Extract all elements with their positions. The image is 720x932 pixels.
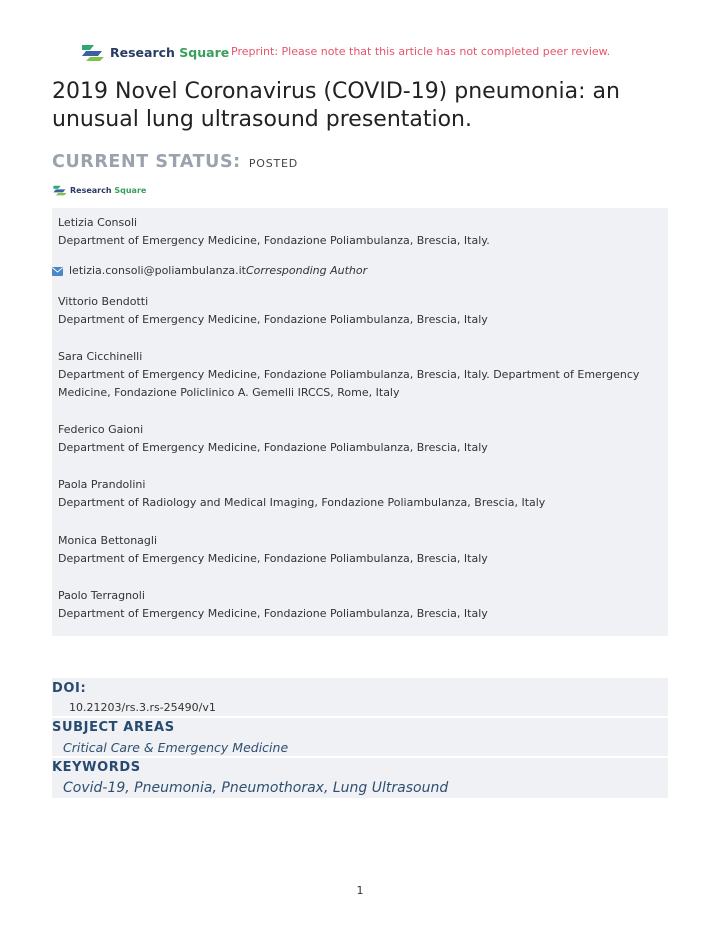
author-name: Paola Prandolini [58,478,146,491]
research-square-small-logo [52,184,146,196]
author-entry [58,476,648,512]
small-logo-wordmark: Research Square [70,185,147,195]
research-square-logo-icon [80,42,106,62]
author-email-row [52,262,367,280]
author-name: Sara Cicchinelli [58,350,143,363]
doi-label: DOI: [52,681,87,696]
page-number: 1 [356,884,364,897]
author-name: Monica Bettonagli [58,534,158,547]
current-status [52,152,298,172]
author-entry [58,214,648,277]
envelope-icon [52,267,63,276]
author-affiliation: Department of Emergency Medicine, Fondazione Poliambulanza, Brescia, Italy. [58,234,490,247]
author-entry [58,421,648,457]
subject-areas-block [52,718,668,756]
doi-block [52,678,668,716]
author-entry [58,348,648,402]
keywords-block [52,758,668,798]
author-affiliation: Department of Emergency Medicine, Fondazione Poliambulanza, Brescia, Italy [58,313,488,326]
research-square-small-logo-icon [52,184,68,196]
corresponding-author-label: Corresponding Author [245,264,368,277]
keywords-label: KEYWORDS [52,760,141,775]
research-square-logo[interactable] [80,42,229,62]
author-email-link[interactable]: letizia.consoli@poliambulanza.it [69,264,246,277]
author-name: Paolo Terragnoli [58,589,145,602]
keywords-value[interactable]: Covid-19, Pneumonia, Pneumothorax, Lung Ultrasound [63,780,449,796]
preprint-notice: Preprint: Please note that this article has not completed peer review. [231,45,611,58]
author-name: Letizia Consoli [58,216,138,229]
author-entry [58,293,648,329]
author-name: Federico Gaioni [58,423,144,436]
author-entry [58,532,648,568]
author-name: Vittorio Bendotti [58,295,149,308]
status-label: CURRENT STATUS: [52,152,241,172]
author-affiliation: Department of Emergency Medicine, Fondazione Poliambulanza, Brescia, Italy [58,552,488,565]
paper-title: 2019 Novel Coronavirus (COVID-19) pneumonia: an unusual lung ultrasound presentation. [52,79,620,132]
authors-panel [52,208,668,636]
author-affiliation: Department of Emergency Medicine, Fondazione Poliambulanza, Brescia, Italy [58,607,488,620]
doi-value[interactable]: 10.21203/rs.3.rs-25490/v1 [69,701,216,714]
author-affiliation: Department of Emergency Medicine, Fondazione Poliambulanza, Brescia, Italy [58,441,488,454]
subject-areas-label: SUBJECT AREAS [52,720,175,735]
author-affiliation: Department of Emergency Medicine, Fondazione Poliambulanza, Brescia, Italy. Department of Emergency Medicine, Fondazione Policlinico A. Gemelli IRCCS, Rome, Italy [58,368,640,399]
author-entry [58,587,648,623]
subject-areas-value[interactable]: Critical Care & Emergency Medicine [63,740,289,755]
logo-wordmark: Research Square [110,44,230,60]
author-affiliation: Department of Radiology and Medical Imaging, Fondazione Poliambulanza, Brescia, Italy [58,496,546,509]
status-value: POSTED [248,157,299,170]
